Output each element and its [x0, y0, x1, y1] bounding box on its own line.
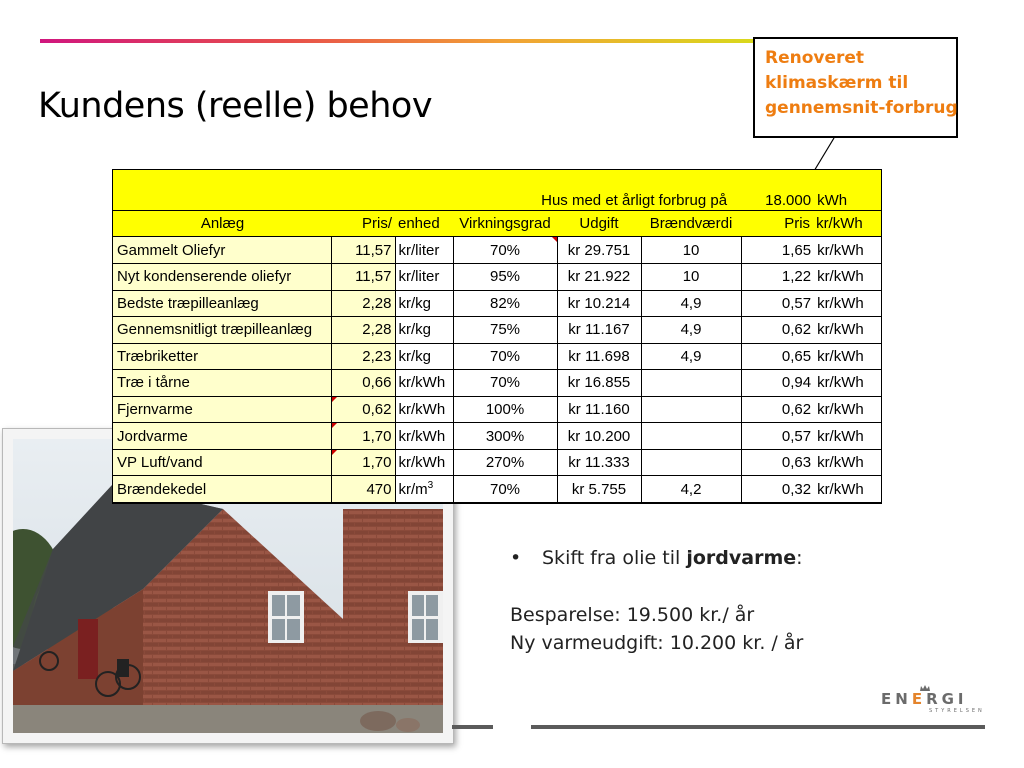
cell-anlaeg: Træ i tårne — [113, 370, 331, 397]
cell-cost: kr 29.751 — [557, 237, 641, 264]
cell-efficiency: 70% — [453, 343, 557, 370]
consumption-value: 18.000 — [741, 170, 813, 210]
logo-wordmark — [881, 690, 968, 708]
table-header-row — [113, 210, 881, 237]
title-accent-bar — [40, 39, 756, 43]
callout-line: klimaskærm til — [765, 73, 909, 93]
cell-efficiency: 82% — [453, 290, 557, 317]
footer-rule-long — [531, 725, 985, 729]
cell-unit: kr/liter — [395, 263, 453, 290]
cell-calorific — [641, 423, 741, 450]
cell-anlaeg: Gammelt Oliefyr — [113, 237, 331, 264]
cell-anlaeg: Nyt kondenserende oliefyr — [113, 263, 331, 290]
cell-unit: kr/kWh — [395, 396, 453, 423]
consumption-unit: kWh — [813, 170, 881, 210]
slide-title: Kundens (reelle) behov — [38, 86, 433, 126]
cell-cost: kr 10.214 — [557, 290, 641, 317]
cell-price: 11,57 — [331, 237, 395, 264]
cell-cost: kr 5.755 — [557, 476, 641, 503]
cell-price: 0,66 — [331, 370, 395, 397]
cell-cost: kr 11.698 — [557, 343, 641, 370]
table-row — [113, 290, 881, 317]
table-row — [113, 317, 881, 344]
cell-calorific — [641, 370, 741, 397]
cell-price-kwh: 0,65 — [741, 343, 813, 370]
col-header: Pris — [741, 210, 813, 237]
consumption-label: Hus med et årligt forbrug på — [113, 170, 741, 210]
cell-price-unit: kr/kWh — [813, 370, 881, 397]
cell-efficiency: 70% — [453, 476, 557, 503]
logo-subtitle: STYRELSEN — [929, 708, 985, 714]
cell-price-unit: kr/kWh — [813, 343, 881, 370]
col-header: Udgift — [557, 210, 641, 237]
cell-unit: kr/kWh — [395, 370, 453, 397]
cell-unit: $kr/m^3$ — [395, 476, 453, 503]
cell-unit: kr/kWh — [395, 449, 453, 476]
unit-superscript: 3 — [427, 480, 434, 492]
cell-price-unit: kr/kWh — [813, 237, 881, 264]
cell-price-unit: kr/kWh — [813, 317, 881, 344]
cell-price-kwh: 1,65 — [741, 237, 813, 264]
cell-price-unit: kr/kWh — [813, 449, 881, 476]
cell-anlaeg: Bedste træpilleanlæg — [113, 290, 331, 317]
footer-rule-short — [452, 725, 493, 729]
cell-calorific: 4,2 — [641, 476, 741, 503]
cell-price-kwh: 0,57 — [741, 290, 813, 317]
table-row — [113, 237, 881, 264]
callout-line: gennemsnit-forbrug — [765, 98, 958, 118]
cell-cost: kr 10.200 — [557, 423, 641, 450]
cell-anlaeg: Jordvarme — [113, 423, 331, 450]
bullet-suffix: : — [796, 547, 803, 569]
col-header: Pris/ — [331, 210, 395, 237]
table-top-row — [113, 170, 881, 210]
cell-price-kwh: 0,32 — [741, 476, 813, 503]
cell-price-unit: kr/kWh — [813, 396, 881, 423]
cell-price: 2,23 — [331, 343, 395, 370]
col-header: enhed — [395, 210, 453, 237]
new-cost-line: Ny varmeudgift: 10.200 kr. / år — [510, 632, 804, 654]
cell-price: 2,28 — [331, 317, 395, 344]
cell-price-kwh: 0,94 — [741, 370, 813, 397]
cell-anlaeg: Træbriketter — [113, 343, 331, 370]
cell-unit: kr/kg — [395, 317, 453, 344]
cell-price: 1,70 — [331, 449, 395, 476]
table-row — [113, 370, 881, 397]
cell-price-unit: kr/kWh — [813, 263, 881, 290]
col-header: kr/kWh — [813, 210, 881, 237]
callout-line: Renoveret — [765, 48, 865, 68]
table-row — [113, 396, 881, 423]
table-row — [113, 476, 881, 503]
cell-price: 11,57 — [331, 263, 395, 290]
cell-calorific — [641, 449, 741, 476]
cell-price: 0,62 — [331, 396, 395, 423]
logo-text: EN — [881, 690, 912, 708]
col-header: Brændværdi — [641, 210, 741, 237]
cell-price-kwh: 0,62 — [741, 396, 813, 423]
cell-efficiency: 95% — [453, 263, 557, 290]
table-row — [113, 263, 881, 290]
cell-cost: kr 11.333 — [557, 449, 641, 476]
savings-line: Besparelse: 19.500 kr./ år — [510, 604, 755, 626]
cell-unit: kr/liter — [395, 237, 453, 264]
cell-calorific — [641, 396, 741, 423]
cell-calorific: 4,9 — [641, 343, 741, 370]
cell-price-kwh: 0,57 — [741, 423, 813, 450]
cell-price-unit: kr/kWh — [813, 476, 881, 503]
savings-text — [510, 544, 910, 657]
cell-price: 1,70 — [331, 423, 395, 450]
callout-box — [753, 37, 958, 138]
cell-efficiency: 70% — [453, 370, 557, 397]
cell-efficiency: 270% — [453, 449, 557, 476]
cell-cost: kr 11.160 — [557, 396, 641, 423]
cell-efficiency: 100% — [453, 396, 557, 423]
cell-anlaeg: Fjernvarme — [113, 396, 331, 423]
cell-price-kwh: 0,62 — [741, 317, 813, 344]
cell-price: 470 — [331, 476, 395, 503]
cell-price: 2,28 — [331, 290, 395, 317]
bullet-item — [510, 544, 910, 572]
cell-anlaeg: Brændekedel — [113, 476, 331, 503]
cell-anlaeg: VP Luft/vand — [113, 449, 331, 476]
col-header: Virkningsgrad — [453, 210, 557, 237]
bullet-bold: jordvarme — [686, 547, 797, 569]
cell-unit: kr/kg — [395, 343, 453, 370]
logo-text: RGI — [926, 690, 968, 708]
cell-price-kwh: 0,63 — [741, 449, 813, 476]
cell-price-unit: kr/kWh — [813, 290, 881, 317]
table-row — [113, 449, 881, 476]
heating-cost-table — [113, 170, 881, 503]
cell-calorific: 4,9 — [641, 317, 741, 344]
cell-unit: kr/kg — [395, 290, 453, 317]
cell-efficiency: 70% — [453, 237, 557, 264]
logo-text-highlight: E — [911, 690, 927, 708]
cell-cost: kr 16.855 — [557, 370, 641, 397]
cell-price-unit: kr/kWh — [813, 423, 881, 450]
cell-anlaeg: Gennemsnitligt træpilleanlæg — [113, 317, 331, 344]
cell-unit: kr/kWh — [395, 423, 453, 450]
bullet-dot-icon: • — [510, 547, 522, 569]
cell-calorific: 10 — [641, 263, 741, 290]
cell-efficiency: 75% — [453, 317, 557, 344]
cell-calorific: 10 — [641, 237, 741, 264]
energistyrelsen-logo — [881, 684, 991, 714]
cell-calorific: 4,9 — [641, 290, 741, 317]
col-header: Anlæg — [113, 210, 331, 237]
cell-efficiency: 300% — [453, 423, 557, 450]
table-row — [113, 423, 881, 450]
bullet-text: Skift fra olie til — [542, 547, 687, 569]
cell-cost: kr 21.922 — [557, 263, 641, 290]
cell-cost: kr 11.167 — [557, 317, 641, 344]
cell-price-kwh: 1,22 — [741, 263, 813, 290]
table-row — [113, 343, 881, 370]
